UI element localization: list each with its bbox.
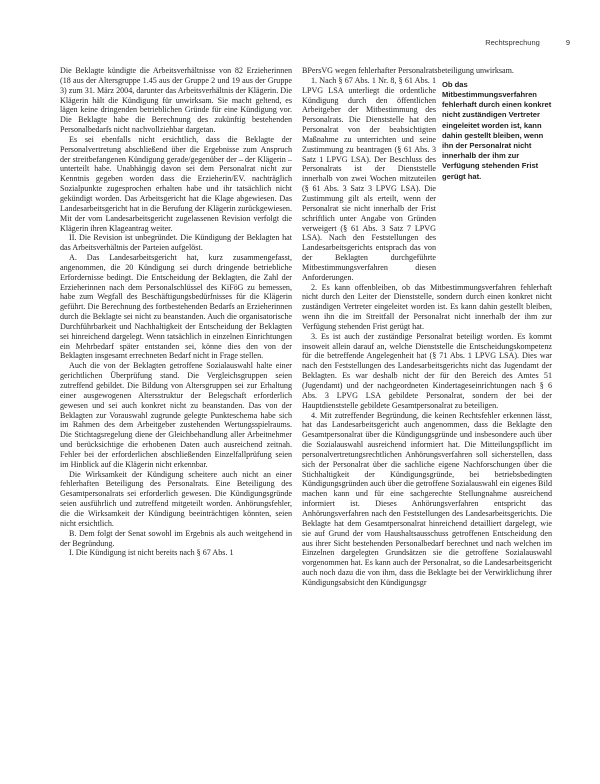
paragraph: B. Dem folgt der Senat sowohl im Ergebnis als auch weitgehend in der Begründung. bbox=[60, 528, 292, 548]
paragraph: A. Das Landesarbeitsgericht hat, kurz zusammengefasst, angenommen, die 20 Kündigung sei durch dringende betriebliche Erfordernisse bedingt. Die Entscheidung der Beklagten, die Zahl der Erzieherinnen nach dem Personalschlüssel des KiFöG zu bemessen, habe zum Wegfall des Beschäftigungsbedürfnisses für die Klägerin geführt. Die Berechnung des fortbestehenden Bedarfs an Erzieherinnen durch die Beklagte sei nicht zu beanstanden. Auch die organisatorische Durchführbarkeit und Nachhaltigkeit der Entscheidung der Beklagten sei hinreichend dargelegt. Wenn tatsächlich in einzelnen Einrichtungen ein Mehrbedarf später entstanden sei, könne dies den von der Beklagten insgesamt errechneten Bedarf nicht in Frage stellen. bbox=[60, 253, 292, 361]
pull-quote: Ob das Mitbestimmungsverfahren fehlerhaft durch einen konkret nicht zuständigen Vertreter eingeleitet worden ist, kann dahin gestellt bleiben, wenn ihn der Personalrat nicht innerhalb der ihm zur Verfügung stehenden Frist gerügt hat. bbox=[442, 79, 552, 181]
right-column bbox=[302, 66, 552, 778]
paragraph-with-pullquote bbox=[302, 76, 552, 283]
page-header bbox=[60, 38, 570, 47]
paragraph: Auch die von der Beklagten getroffene Sozialauswahl halte einer gerichtlichen Überprüfung stand. Die Vergleichsgruppen seien zutreffend gebildet. Die Bildung von Altersgruppen sei zur Erhaltung einer ausgewogenen Altersstruktur der Belegschaft erforderlich gewesen und sei auch konkret nicht zu beanstanden. Das von der Beklagten zur Vorauswahl zugrunde gelegte Punkteschema habe sich im Rahmen des dem Arbeitgeber zustehenden Wertungsspielraums. Die Stichtagsregelung diene der Gleichbehandlung aller Arbeitnehmer und berücksichtige die erhobenen Daten auch ausreichend zeitnah. Fehler bei der erforderlichen abschließenden Einzelfallprüfung seien im Hinblick auf die Klägerin nicht erkennbar. bbox=[60, 361, 292, 469]
paragraph: 4. Mit zutreffender Begründung, die keinen Rechtsfehler erkennen lässt, hat das Landesarbeitsgericht auch angenommen, dass die Beklagte den Gesamtpersonalrat über die Kündigungsgründe und insbesondere auch über die Sozialauswahl ausreichend informiert hat. Die Mitteilungspflicht im personalvertretungsrechtlichen Anhörungsverfahren soll sicherstellen, dass sich der Personalrat über die sachliche eigene Nachforschungen über die Stichhaltigkeit der Kündigungsgründe, bei betriebsbedingten Kündigungsgründen auch über die getroffene Sozialauswahl ein eigenes Bild machen kann und für eine sachgerechte Stellungnahme ausreichend informiert ist. Dieses Anhörungsverfahren entspricht das Anhörungsverfahren nach den Feststellungen des Landesarbeitsgerichts. Die Beklagte hat dem Gesamtpersonalrat hinreichend detailliert dargelegt, wie sie auf Grund der vom Haushaltsausschuss getroffenen Entscheidung den aus ihrer Sicht bestehenden Personalbedarf berechnet und nach welchen im Einzelnen dargelegten Grundsätzen sie die getroffene Sozialauswahl vorgenommen hat. Es kann auch der Personalrat, so die Landesarbeitsgericht auch noch dazu die von ihm, dass die Beklagte bei der Verwirklichung ihrer Kündigungsabsicht den Kündigungsgr bbox=[302, 410, 552, 587]
paragraph: 2. Es kann offenbleiben, ob das Mitbestimmungsverfahren fehlerhaft nicht durch den Leiter der Dienststelle, sondern durch einen konkret nicht zuständigen Vertreter eingeleitet worden ist. Es kann dahin gestellt bleiben, wenn ihn die im Streitfall der Personalrat nicht innerhalb der ihm zur Verfügung stehenden Frist gerügt hat. bbox=[302, 282, 552, 331]
paragraph: 1. Nach § 67 Abs. 1 Nr. 8, § 61 Abs. 1 LPVG LSA unterliegt die ordentliche Kündigung durch den öffentlichen Arbeitgeber der Mitbestimmung des Personalrats. Die Dienststelle hat den Personalrat von der beabsichtigten Maßnahme zu unterrichten und seine Zustimmung zu beantragen (§ 61 Abs. 3 Satz 1 LPVG LSA). Der Beschluss des Personalrats ist der Dienststelle innerhalb von zwei Wochen mitzuteilen (§ 61 Abs. 3 Satz 3 LPVG LSA). Die Zustimmung gilt als erteilt, wenn der Personalrat sie nicht innerhalb der Frist schriftlich unter Angabe von Gründen verweigert (§ 61 Abs. 3 Satz 7 LPVG LSA). Nach den Feststellungen des Landesarbeitsgerichts entsprach das von der Beklagten durchgeführte Mitbestimmungsverfahren diesen Anforderungen. bbox=[302, 75, 436, 282]
paragraph: I. Die Kündigung ist nicht bereits nach § 67 Abs. 1 bbox=[69, 548, 234, 558]
paragraph: II. Die Revision ist unbegründet. Die Kündigung der Beklagten hat das Arbeitsverhältnis der Parteien aufgelöst. bbox=[60, 233, 292, 253]
left-column bbox=[60, 66, 292, 778]
paragraph: BPersVG wegen fehlerhafter Personalratsbeteiligung unwirksam. bbox=[302, 66, 514, 75]
paragraph: 3. Es ist auch der zuständige Personalrat beteiligt worden. Es kommt insoweit allein darauf an, welche Dienststelle die Entscheidungskompetenz für die betreffende Angelegenheit hat (§ 71 Abs. 1 LPVG LSA). Dies war nach den Feststellungen des Landesarbeitsgerichts nicht das Jugendamt der Beklagten. Es war deshalb nicht der für den Bereich des Amtes 51 (Jugendamt) und der nachgeordneten Kindertageseinrichtungen nach § 6 Abs. 3 LPVG LSA gebildete Personalrat, sondern der bei der Hauptdienststelle gebildete Gesamtpersonalrat zu beteiligen. bbox=[302, 331, 552, 410]
page-number: 9 bbox=[565, 38, 570, 47]
section-title: Rechtsprechung bbox=[485, 38, 540, 47]
paragraph: Die Beklagte kündigte die Arbeitsverhältnisse von 82 Erzieherinnen (18 aus der Altersgruppe 1.45 aus der Gruppe 2 und 19 aus der Gruppe 3) zum 31. März 2004, darunter das Arbeitsverhältnis der Klägerin. Die Klägerin hält die Kündigung für unwirksam. Sie macht geltend, es lägen keine dringenden betrieblichen Gründe für eine Kündigung vor. Die Beklagte habe die Berechnung des zukünftig bestehenden Personalbedarfs nicht nachvollziehbar dargetan. bbox=[60, 66, 292, 135]
paragraph: Die Wirksamkeit der Kündigung scheitere auch nicht an einer fehlerhaften Beteiligung des Personalrats. Eine Beteiligung des Gesamtpersonalrats sei erforderlich gewesen. Die Kündigungsgründe seien ausführlich und zutreffend mitgeteilt worden. Anhörungsfehler, die die Wirksamkeit der Kündigung beeinträchtigen könnten, seien nicht ersichtlich. bbox=[60, 469, 292, 528]
paragraph: Es sei ebenfalls nicht ersichtlich, dass die Beklagte der Personalvertretung abschließend über die Ergebnisse zum Anspruch der streitbefangenen Kündigung gerade/gegenüber der – der Klägerin – unterteilt habe. Unabhängig davon sei dem Personalrat nicht zur Kenntnis gegeben worden dass die Erzieherin/EV. nachträglich Sozialpunkte zugesprochen erhalten habe und ihr tatsächlich nicht gekündigt worden. Das Arbeitsgericht hat die Klage abgewiesen. Das Landesarbeitsgericht hat in die Berufung der Klägerin zurückgewiesen. Mit der vom Landesarbeitsgericht zugelassenen Revision verfolgt die Klägerin ihren Klageantrag weiter. bbox=[60, 134, 292, 233]
